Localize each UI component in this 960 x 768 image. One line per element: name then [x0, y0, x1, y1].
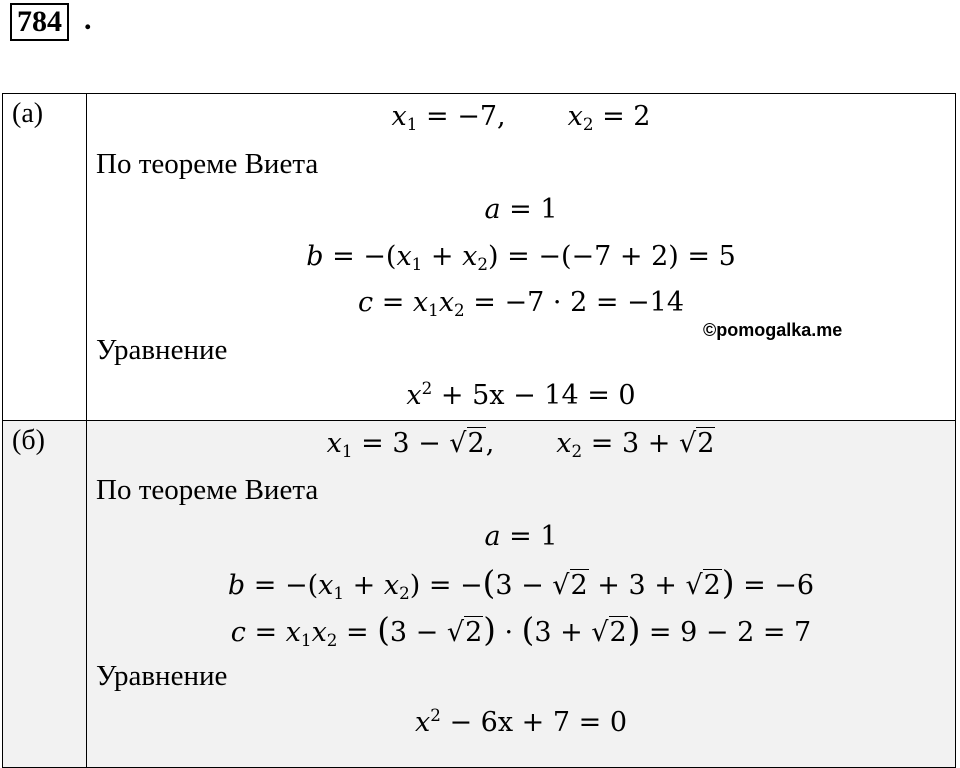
part-b-equation: $x^2 - 6x + 7 = 0$	[414, 704, 628, 738]
problem-number: 784	[10, 3, 69, 41]
part-b-coef-a: a = 1	[484, 520, 558, 552]
part-b-coef-c: $c = x_1x_2 = (3 - √2) \cdot (3 + √2) = 9 - 2 = 7$	[230, 610, 812, 650]
part-b-radicand-2: 2	[697, 427, 715, 459]
part-a-row	[3, 94, 956, 421]
part-b-c-result: = 9 − 2 = 7	[648, 616, 812, 648]
part-b-equation-rest: − 6x + 7 = 0	[449, 706, 628, 738]
part-b-label: (б)	[3, 420, 87, 767]
part-b-equation-text: Уравнение	[96, 660, 228, 692]
part-a-a-value: 1	[540, 194, 558, 225]
part-a-vieta-text: По теореме Виета	[96, 147, 319, 180]
part-a-coef-a: a = 1	[484, 194, 558, 225]
part-b-coef-b: $b = -(x_1 + x_2) = -(3 - √2 + 3 + √2) = -6$	[227, 564, 815, 604]
part-b-roots: $x_1 = 3 - √2$, $x_2 = 3 + √2$	[326, 427, 715, 461]
part-b-root-x2: 3 +	[622, 427, 679, 459]
part-a-c-expr: −7 · 2 = −14	[504, 287, 685, 318]
part-b-vieta-text: По теореме Виета	[96, 474, 319, 506]
part-a-b-expr: −(−7 + 2) = 5	[538, 240, 736, 272]
part-b-b-result: = −6	[743, 570, 815, 601]
part-a-coef-c: $c = x_1x_2 = -7 \cdot 2 = -14$	[357, 287, 685, 321]
part-a-equation: $x^2 + 5x - 14 = 0$	[406, 377, 636, 411]
part-b-radicand-3: 2	[570, 570, 588, 601]
part-b-root-x1: 3 −	[392, 427, 450, 459]
part-b-radicand-1: 2	[467, 427, 485, 459]
part-b-radicand-5: 2	[465, 616, 483, 648]
part-a-root-x2: 2	[633, 101, 651, 132]
part-b-radicand-4: 2	[703, 570, 721, 601]
part-a-label: (а)	[3, 94, 87, 421]
part-a-equation-text: Уравнение	[96, 333, 228, 366]
watermark: ©pomogalka.me	[703, 320, 843, 340]
solution-table	[2, 93, 956, 768]
part-b-content	[87, 420, 956, 767]
part-b-a-value: 1	[540, 520, 558, 552]
part-a-coef-b: $b = -(x_1 + x_2) = -(-7 + 2) = 5$	[306, 240, 736, 274]
part-a-roots: $x_1 = -7$, $x_2 = 2$	[391, 101, 651, 135]
part-b-radicand-6: 2	[609, 616, 627, 648]
part-a-equation-rest: + 5x − 14 = 0	[440, 380, 636, 411]
part-a-content	[87, 94, 956, 421]
problem-number-dot: .	[84, 3, 92, 36]
part-a-root-x1: −7,	[457, 101, 506, 132]
part-b-row	[3, 420, 956, 767]
